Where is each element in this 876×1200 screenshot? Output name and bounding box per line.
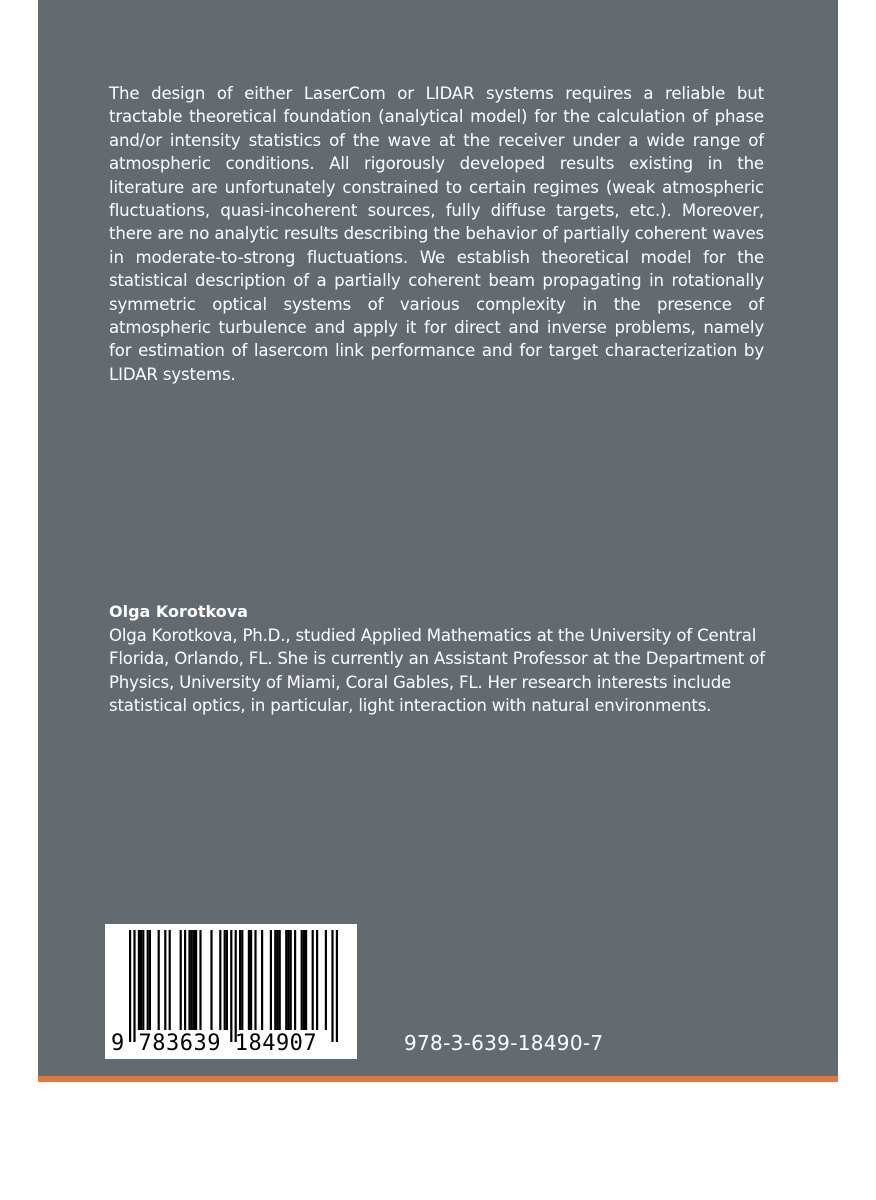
- barcode-bar: [294, 930, 296, 1030]
- barcode-guard-bar: [133, 930, 135, 1042]
- barcode-bar: [301, 930, 303, 1030]
- barcode-bar: [149, 930, 151, 1030]
- barcode-bar: [224, 930, 226, 1030]
- barcode-guard-bar: [336, 930, 338, 1042]
- barcode-bar: [274, 930, 276, 1030]
- barcode-bar: [285, 930, 287, 1030]
- book-blurb: The design of either LaserCom or LIDAR systems requires a reliable but tractable theoretical foundation (analytical model) for the calculation of phase and/or intensity statistics of the wave at the receiver under a wide range of atmospheric conditions. All rigorously developed results existing in the literature are unfortunately constrained to certain regimes (weak atmospheric fluctuations, quasi-incoherent sources, fully diffuse targets, etc.). Moreover, there are no analytic results describing the behavior of partially coherent waves in moderate-to-strong fluctuations. We establish theoretical model for the statistical description of a partially coherent beam propagating in rotationally symmetric optical systems of various complexity in the presence of atmospheric turbulence and apply it for direct and inverse problems, namely for estimation of lasercom link performance and for target characterization by LIDAR systems.: [109, 84, 764, 384]
- barcode-bar: [250, 930, 252, 1030]
- barcode-guard-bar: [235, 930, 237, 1042]
- barcode-bar: [199, 930, 201, 1030]
- barcode-guard-bar: [331, 930, 333, 1042]
- barcode-bar: [325, 930, 327, 1030]
- barcode-bar: [188, 930, 190, 1030]
- barcode-guard-bar: [129, 930, 131, 1042]
- barcode-bar: [193, 930, 195, 1030]
- barcode-bar: [184, 930, 186, 1030]
- barcode-bar: [158, 930, 160, 1030]
- barcode-bar: [239, 930, 241, 1030]
- barcode-bar: [195, 930, 197, 1030]
- barcode-bar: [305, 930, 307, 1030]
- barcode-bar: [270, 930, 272, 1030]
- barcode-bar: [316, 930, 318, 1030]
- barcode-bar: [312, 930, 314, 1030]
- barcode-bar: [290, 930, 292, 1030]
- barcode-bar: [248, 930, 250, 1030]
- barcode-bar: [226, 930, 228, 1030]
- barcode-bar: [147, 930, 149, 1030]
- barcode: [105, 924, 357, 1059]
- barcode-digits: 9 783639 184907: [111, 1031, 318, 1056]
- barcode-bar: [180, 930, 182, 1030]
- barcode-bar: [140, 930, 142, 1030]
- barcode-bar: [241, 930, 243, 1030]
- barcode-bar: [169, 930, 171, 1030]
- barcode-bar: [191, 930, 193, 1030]
- barcode-bar: [287, 930, 289, 1030]
- barcode-bar: [219, 930, 221, 1030]
- barcode-bar: [276, 930, 278, 1030]
- barcode-guard-bar: [230, 930, 232, 1042]
- author-name: Olga Korotkova: [109, 602, 248, 621]
- barcode-bar: [164, 930, 166, 1030]
- isbn-number: 978-3-639-18490-7: [404, 1031, 604, 1055]
- barcode-bar: [142, 930, 144, 1030]
- barcode-bar: [138, 930, 140, 1030]
- barcode-bar: [303, 930, 305, 1030]
- barcode-bar: [210, 930, 212, 1030]
- accent-strip: [38, 1076, 838, 1082]
- barcode-bar: [261, 930, 263, 1030]
- author-bio: Olga Korotkova, Ph.D., studied Applied Mathematics at the University of Central Florida, Orlando, FL. She is currently an Assistant Professor at the Department of Physics, University of Miami, Coral Gables, FL. Her research interests include statistical optics, in particular, light interaction with natural environments.: [109, 626, 765, 716]
- barcode-bar: [254, 930, 256, 1030]
- barcode-bar: [279, 930, 281, 1030]
